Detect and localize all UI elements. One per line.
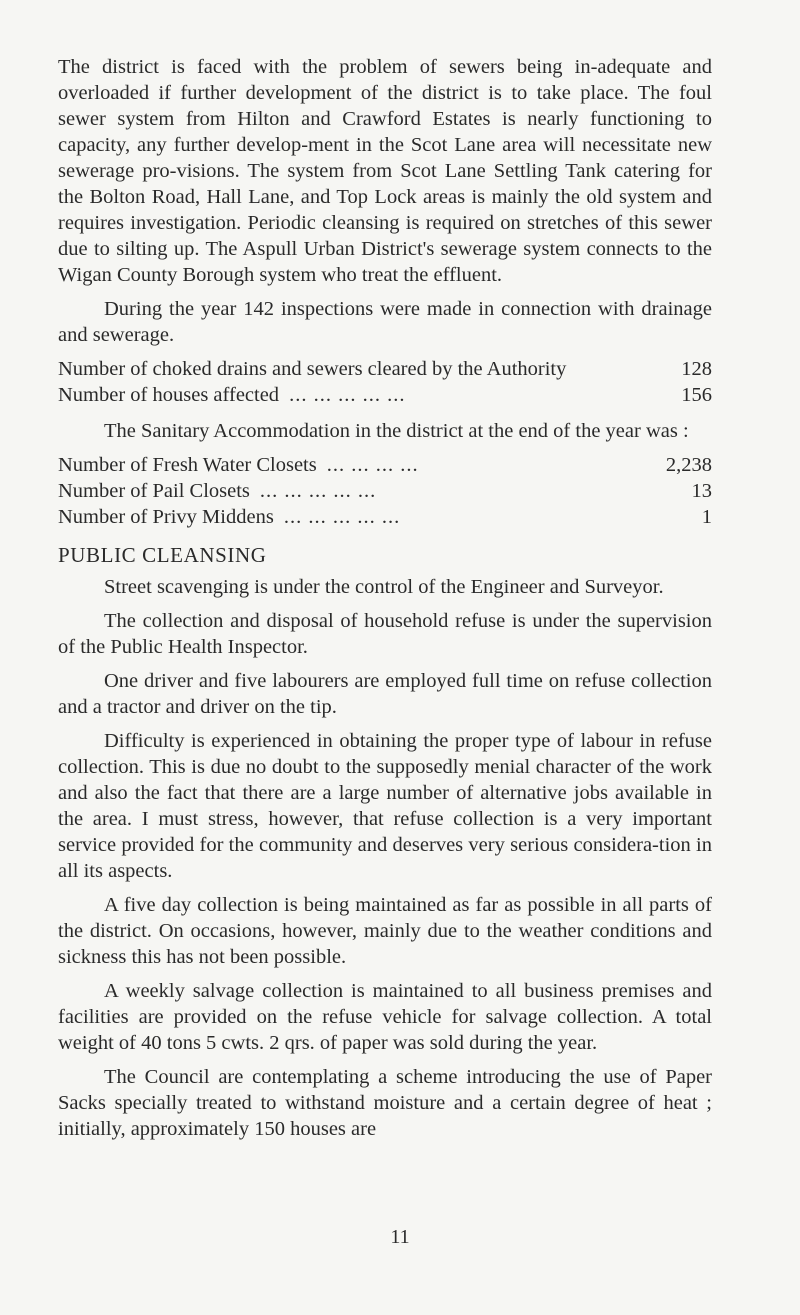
stat-label: Number of houses affected (58, 384, 280, 406)
paragraph-street-scavenging: Street scavenging is under the control of the Engineer and Surveyor. (104, 576, 664, 598)
paragraph-staff: One driver and five labourers are employed full time on refuse collection and a tractor and driver on the tip. (58, 670, 712, 718)
drainage-stats (58, 356, 712, 408)
paragraph-refuse-supervision: The collection and disposal of household refuse is under the supervision of the Public Health Inspector. (58, 610, 712, 658)
stat-row-pail-closets (58, 478, 712, 504)
stat-value: 2,238 (665, 454, 712, 476)
stat-value: 128 (681, 358, 712, 380)
leader-dots: ... ... ... ... ... (259, 480, 377, 502)
paragraph-salvage: A weekly salvage collection is maintained to all business premises and facilities are provided on the refuse vehicle for salvage collection. A total weight of 40 tons 5 cwts. 2 qrs. of paper was sold during the year. (58, 980, 712, 1054)
stat-label: Number of Privy Middens (58, 506, 274, 528)
stat-label: Number of Fresh Water Closets (58, 454, 317, 476)
page-number: 11 (390, 1226, 410, 1248)
paragraph-five-day-collection: A five day collection is being maintained as far as possible in all parts of the district. On occasions, however, mainly due to the weather conditions and sickness this has not been possible. (58, 894, 712, 968)
stat-label: Number of choked drains and sewers cleared by the Authority (58, 358, 567, 380)
stat-value: 156 (681, 384, 712, 406)
section-heading-public-cleansing: PUBLIC CLEANSING (58, 543, 267, 567)
leader-dots: ... ... ... ... ... (283, 506, 401, 528)
stat-row-choked-drains (58, 356, 712, 382)
paragraph-inspections: During the year 142 inspections were made in connection with drainage and sewerage. (58, 298, 712, 346)
stat-row-houses-affected (58, 382, 712, 408)
paragraph-sewers: The district is faced with the problem of sewers being in-adequate and overloaded if further development of the district is to take place. The foul sewer system from Hilton and Crawford Estates is nearly functioning to capacity, any further develop-ment in the Scot Lane area will necessitate new sewerage pro-visions. The system from Scot Lane Settling Tank catering for the Bolton Road, Hall Lane, and Top Lock areas is mainly the old system and requires investigation. Periodic cleansing is required on stretches of this sewer due to silting up. The Aspull Urban District's sewerage system connects to the Wigan County Borough system who treat the effluent. (58, 56, 712, 286)
paragraph-sanitary-intro: The Sanitary Accommodation in the district at the end of the year was : (104, 420, 689, 442)
stat-label: Number of Pail Closets (58, 480, 250, 502)
stat-value: 13 (691, 480, 712, 502)
stat-row-fresh-water-closets (58, 452, 712, 478)
leader-dots (566, 356, 656, 382)
paragraph-labour-difficulty: Difficulty is experienced in obtaining the proper type of labour in refuse collection. This is due no doubt to the supposedly menial character of the work and also the fact that there are a large number of alternative jobs available in the area. I must stress, however, that refuse collection is a very important service provided for the community and deserves very serious considera-tion in all its aspects. (58, 730, 712, 882)
leader-dots: ... ... ... ... (326, 454, 419, 476)
sanitary-stats (58, 452, 712, 530)
stat-value: 1 (701, 506, 712, 528)
stat-row-privy-middens (58, 504, 712, 530)
leader-dots: ... ... ... ... ... (289, 384, 406, 406)
paragraph-paper-sacks: The Council are contemplating a scheme introducing the use of Paper Sacks specially treated to withstand moisture and a certain degree of heat ; initially, approximately 150 houses are (58, 1066, 712, 1140)
